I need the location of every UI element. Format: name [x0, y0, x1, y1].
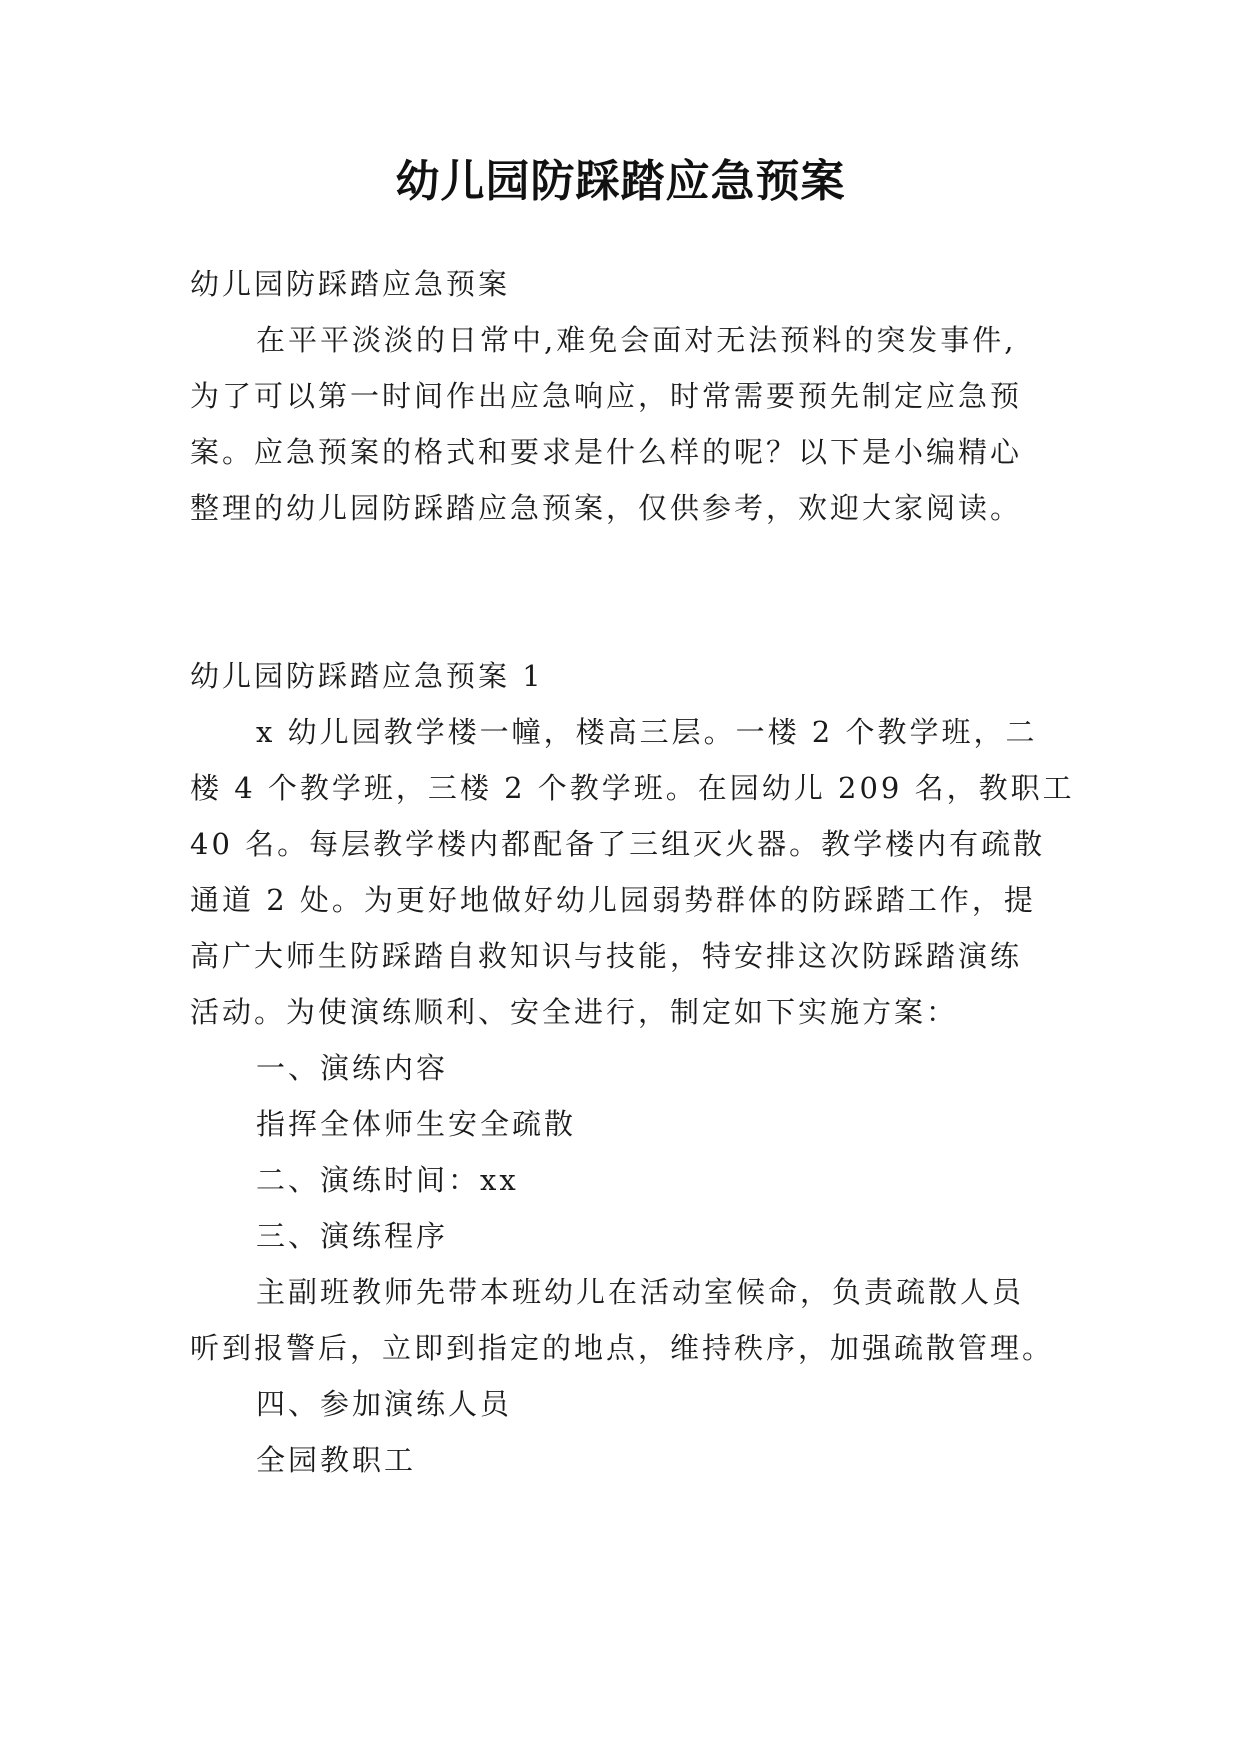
- item3-line-2: 听到报警后，立即到指定的地点，维持秩序，加强疏散管理。: [190, 1331, 1055, 1365]
- item4-text: 全园教职工: [256, 1443, 417, 1477]
- intro-line-1: 在平平淡淡的日常中,难免会面对无法预料的突发事件,: [256, 323, 1017, 357]
- section1-para-line-4: 通道 2 处。为更好地做好幼儿园弱势群体的防踩踏工作，提: [190, 883, 1036, 917]
- item2-heading: 二、演练时间：xx: [256, 1163, 519, 1197]
- section1-para-line-1: x 幼儿园教学楼一幢，楼高三层。一楼 2 个教学班，二: [256, 715, 1038, 749]
- section1-heading: 幼儿园防踩踏应急预案 1: [190, 659, 544, 693]
- intro-line-3: 案。应急预案的格式和要求是什么样的呢？以下是小编精心: [190, 435, 1023, 469]
- item3-line-1: 主副班教师先带本班幼儿在活动室候命，负责疏散人员: [256, 1275, 1025, 1309]
- document-title: 幼儿园防踩踏应急预案: [395, 156, 846, 207]
- intro-line-2: 为了可以第一时间作出应急响应，时常需要预先制定应急预: [190, 379, 1023, 413]
- section1-para-line-5: 高广大师生防踩踏自救知识与技能，特安排这次防踩踏演练: [190, 939, 1023, 973]
- section1-para-line-3: 40 名。每层教学楼内都配备了三组灭火器。教学楼内有疏散: [190, 827, 1046, 861]
- item1-text: 指挥全体师生安全疏散: [256, 1107, 577, 1141]
- section1-para-line-6: 活动。为使演练顺利、安全进行，制定如下实施方案：: [190, 995, 959, 1029]
- intro-heading: 幼儿园防踩踏应急预案: [190, 267, 511, 301]
- intro-line-4: 整理的幼儿园防踩踏应急预案，仅供参考，欢迎大家阅读。: [190, 491, 1023, 525]
- item1-heading: 一、演练内容: [256, 1051, 449, 1085]
- item3-heading: 三、演练程序: [256, 1219, 449, 1253]
- item4-heading: 四、参加演练人员: [256, 1387, 513, 1421]
- section1-para-line-2: 楼 4 个教学班，三楼 2 个教学班。在园幼儿 209 名，教职工: [190, 771, 1075, 805]
